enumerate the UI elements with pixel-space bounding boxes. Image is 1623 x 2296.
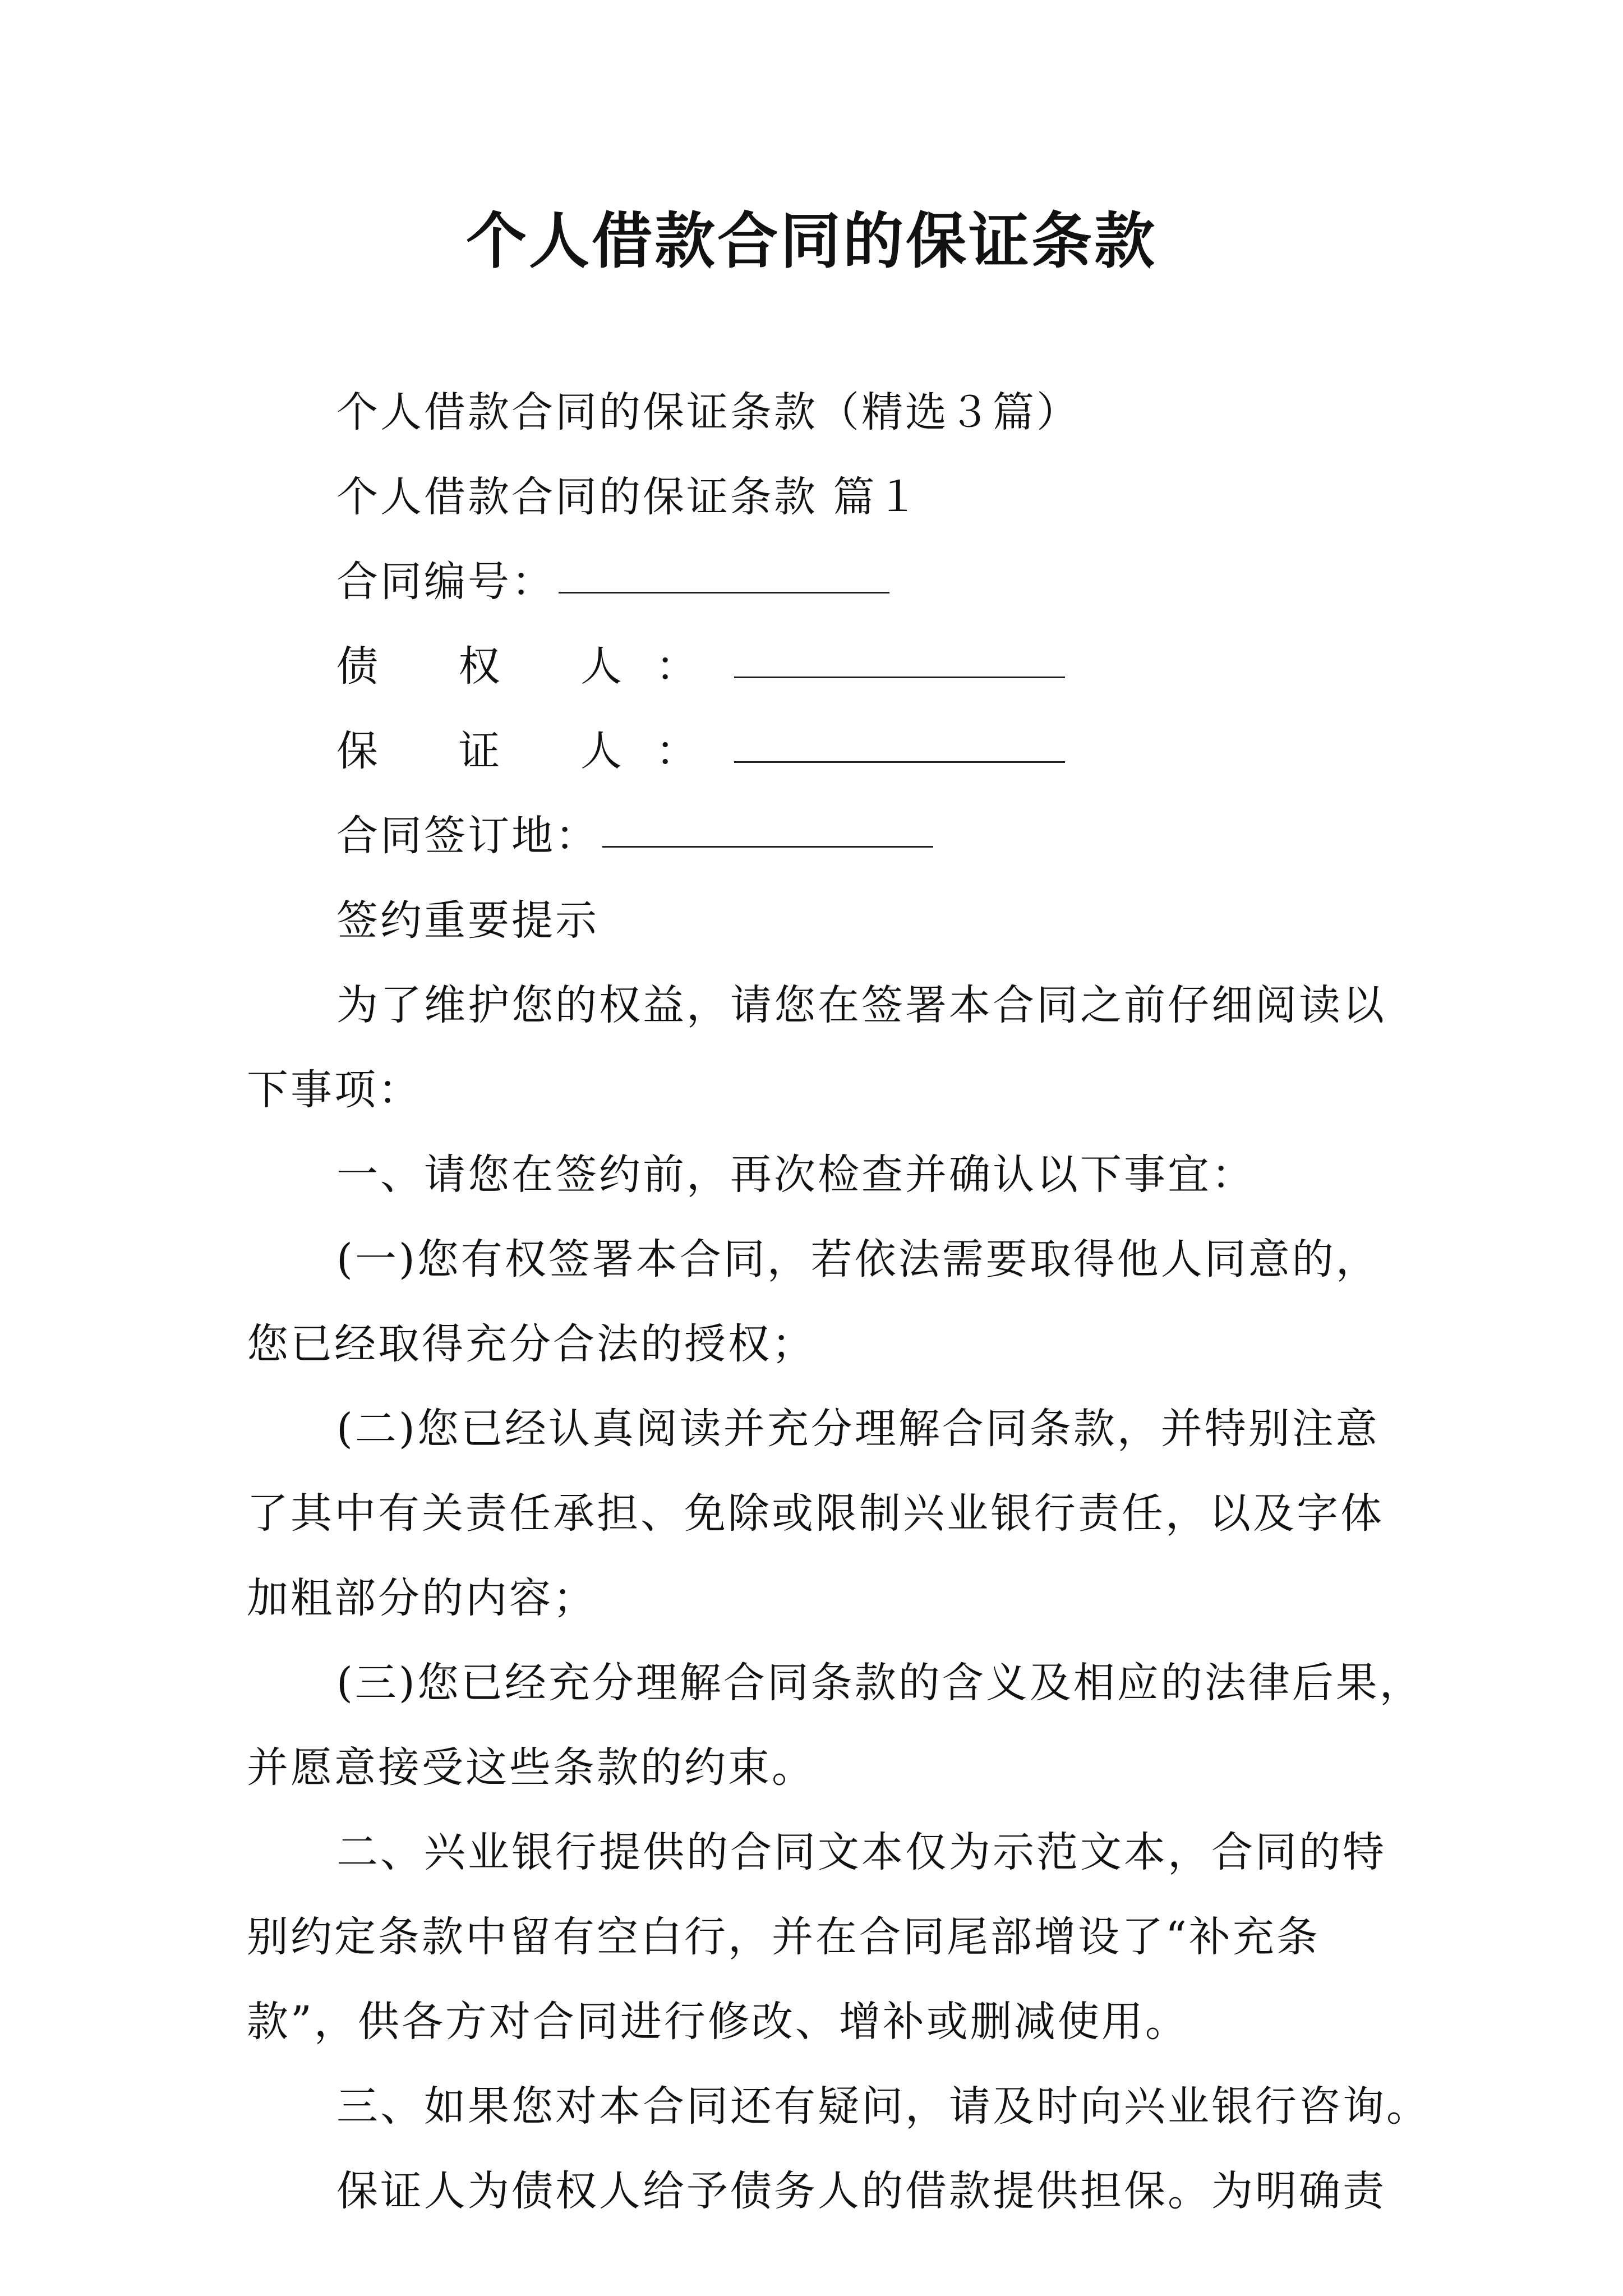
paragraph-line: 加粗部分的内容；	[247, 1574, 597, 1622]
paragraph-line: 别约定条款中留有空白行，并在合同尾部增设了“补充条	[247, 1913, 1320, 1961]
sign-place-field	[247, 794, 1391, 878]
paragraph-line: 为了维护您的权益，请您在签署本合同之前仔细阅读以	[336, 981, 1386, 1029]
paragraph-line: 三、如果您对本合同还有疑问，请及时向兴业银行咨询。	[336, 2082, 1430, 2131]
guarantor-field	[247, 709, 1391, 794]
paragraph-line: (一)您有权签署本合同，若依法需要取得他人同意的，	[336, 1235, 1380, 1283]
creditor-label: 债 权 人：	[336, 642, 731, 691]
paragraph-line: (二)您已经认真阅读并充分理解合同条款，并特别注意	[336, 1405, 1380, 1453]
guarantor-label: 保 证 人：	[336, 727, 731, 775]
creditor-blank	[734, 673, 1065, 678]
sign-place-blank	[602, 843, 933, 848]
paragraph-line: 一、请您在签约前，再次检查并确认以下事宜：	[336, 1151, 1255, 1199]
contract-number-label: 合同编号：	[336, 558, 555, 606]
paragraph-line: 保证人为债权人给予债务人的借款提供担保。为明确责	[336, 2167, 1386, 2215]
paragraph-line: 下事项：	[247, 1066, 422, 1114]
notice-heading: 签约重要提示	[336, 896, 599, 945]
paragraph-line: 您已经取得充分合法的授权；	[247, 1320, 815, 1368]
contract-number-field	[247, 540, 1391, 624]
paragraph-line: 并愿意接受这些条款的约束。	[247, 1743, 815, 1792]
sign-place-label: 合同签订地：	[336, 812, 599, 860]
paragraph-line: 二、兴业银行提供的合同文本仅为示范文本，合同的特	[336, 1828, 1386, 1876]
part-heading: 个人借款合同的保证条款 篇１	[336, 473, 921, 521]
creditor-field	[247, 624, 1391, 709]
document-body	[247, 370, 1430, 2234]
subtitle-line: 个人借款合同的保证条款（精选３篇）	[336, 388, 1080, 436]
guarantor-blank	[734, 758, 1065, 763]
contract-number-blank	[559, 588, 889, 593]
paragraph-line: (三)您已经充分理解合同条款的含义及相应的法律后果，	[336, 1659, 1423, 1707]
paragraph-line: 款”，供各方对合同进行修改、增补或删减使用。	[247, 1998, 1189, 2046]
paragraph-line: 了其中有关责任承担、免除或限制兴业银行责任，以及字体	[247, 1489, 1384, 1538]
document-title: 个人借款合同的保证条款	[465, 206, 1157, 277]
